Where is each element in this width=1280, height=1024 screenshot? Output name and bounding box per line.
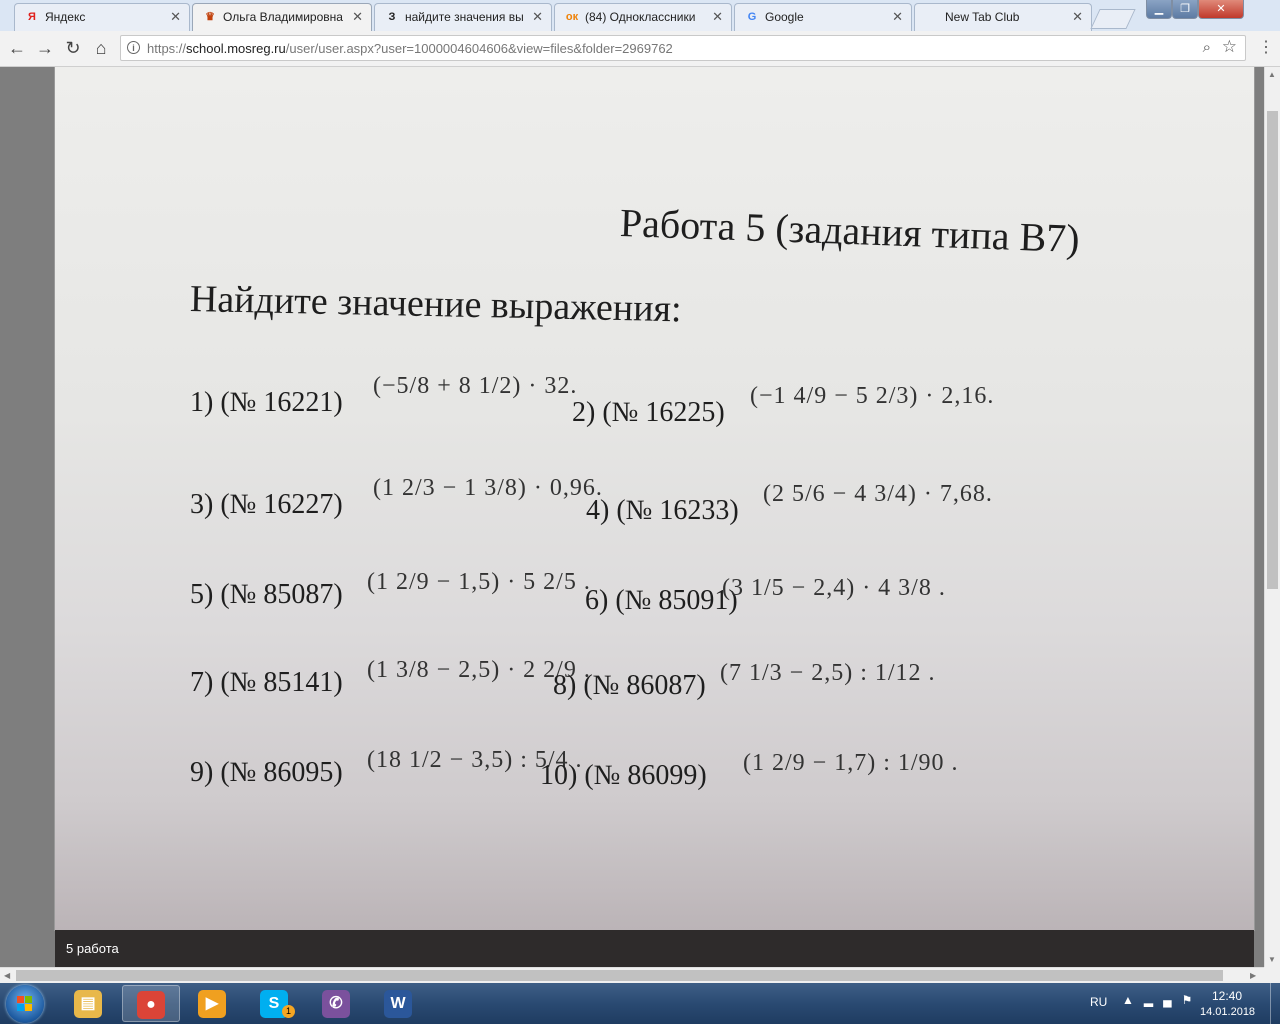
back-button[interactable] (6, 37, 28, 59)
problem-label: 5) (№ 85087) (190, 579, 343, 610)
scroll-up-icon[interactable]: ▲ (1268, 70, 1276, 79)
close-icon: ✕ (1216, 3, 1226, 15)
reload-button[interactable] (62, 37, 84, 59)
scroll-right-icon[interactable]: ▶ (1250, 971, 1257, 980)
worksheet-photo (55, 67, 1254, 930)
taskbar-word[interactable] (370, 985, 428, 1022)
home-button[interactable] (90, 37, 112, 59)
problem-expression: (−5/8 + 8 1/2) · 32. (373, 373, 578, 399)
tab-label: Google (765, 10, 804, 24)
url-host: school.mosreg.ru (186, 41, 286, 56)
tab-google[interactable] (734, 3, 912, 31)
restore-icon: ❐ (1180, 3, 1190, 15)
arrow-right-icon: → (36, 38, 54, 58)
tab-yandex[interactable] (14, 3, 190, 31)
show-hidden-icons-icon[interactable]: ▲ (1122, 993, 1144, 1007)
minimize-icon: ▁ (1154, 3, 1164, 15)
worksheet-instruction: Найдите значение выражения: (189, 278, 683, 331)
url-path: /user/user.aspx?user=1000004604606&view=files&folder=2969762 (285, 41, 673, 56)
problem-expression: (1 3/8 − 2,5) · 2 2/9 . (367, 657, 591, 683)
problem-expression: (−1 4/9 − 5 2/3) · 2,16. (750, 383, 995, 409)
reload-icon: ↻ (65, 38, 81, 58)
problem-label: 4) (№ 16233) (586, 495, 739, 526)
network-signal-icon[interactable]: ▂▄ (1143, 993, 1182, 1007)
bookmark-star-icon[interactable]: ☆ (1221, 37, 1237, 56)
vertical-scroll-thumb[interactable] (1267, 111, 1278, 589)
taskbar-chrome[interactable] (122, 985, 180, 1022)
problem-expression: (1 2/3 − 1 3/8) · 0,96. (373, 475, 603, 501)
arrow-left-icon: ← (8, 38, 26, 58)
problem-expression: (7 1/3 − 2,5) : 1/12 . (720, 660, 936, 686)
problem-label: 6) (№ 85091) (585, 585, 738, 616)
tab-label: Яндекс (45, 10, 86, 24)
problem-expression: (1 2/9 − 1,7) : 1/90 . (743, 750, 959, 776)
problem-label: 3) (№ 16227) (190, 489, 343, 520)
school-portal-icon: ♛ (205, 11, 215, 23)
tab-label: найдите значения вы (405, 10, 524, 24)
info-icon[interactable]: i (127, 41, 140, 54)
problem-label: 9) (№ 86095) (190, 757, 343, 788)
problem-expression: (2 5/6 − 4 3/4) · 7,68. (763, 481, 993, 507)
yandex-icon: Я (28, 11, 36, 23)
image-caption: 5 работа (66, 941, 119, 956)
forward-button[interactable] (34, 37, 56, 59)
restore-button[interactable] (1172, 0, 1198, 19)
image-caption-bar (55, 930, 1254, 967)
tab-label: (84) Одноклассники (585, 10, 696, 24)
problem-expression: (18 1/2 − 3,5) : 5/4 . (367, 747, 583, 773)
tab-odnoklassniki[interactable] (554, 3, 732, 31)
url-text (147, 41, 673, 56)
chrome-icon: ● (137, 991, 165, 1019)
viber-icon: ✆ (322, 990, 350, 1018)
vertical-scrollbar[interactable] (1264, 67, 1280, 967)
problem-label: 2) (№ 16225) (572, 397, 725, 428)
tab-label: Ольга Владимировна (223, 10, 343, 24)
horizontal-scrollbar[interactable] (0, 967, 1264, 983)
problem-label: 7) (№ 85141) (190, 667, 343, 698)
problem-label: 10) (№ 86099) (540, 760, 707, 791)
taskbar-explorer[interactable] (60, 985, 118, 1022)
url-scheme: https:// (147, 41, 187, 56)
folder-icon: ▤ (74, 990, 102, 1018)
tab-new-tab-club[interactable] (914, 3, 1092, 31)
zoom-icon[interactable]: ⌕ (1202, 39, 1211, 56)
taskbar-skype[interactable] (246, 985, 304, 1022)
worksheet-title: Работа 5 (задания типа B7) (619, 200, 1081, 262)
tray-icons (1122, 993, 1202, 1007)
close-window-button[interactable] (1198, 0, 1244, 19)
clock-date[interactable]: 14.01.2018 (1200, 1006, 1256, 1018)
scroll-corner (1264, 967, 1280, 983)
windows-logo-icon (17, 996, 33, 1012)
action-center-flag-icon[interactable]: ⚑ (1181, 993, 1203, 1007)
close-tab-icon[interactable]: ✕ (532, 9, 543, 24)
browser-toolbar (0, 31, 1280, 67)
close-tab-icon[interactable]: ✕ (170, 9, 181, 24)
scroll-left-icon[interactable]: ◀ (4, 971, 11, 980)
close-tab-icon[interactable]: ✕ (352, 9, 363, 24)
tab-school-portal[interactable] (192, 3, 372, 31)
problem-expression: (1 2/9 − 1,5) · 5 2/5 . (367, 569, 591, 595)
close-tab-icon[interactable]: ✕ (712, 9, 723, 24)
browser-menu-icon[interactable]: ⋮ (1258, 39, 1274, 56)
google-icon: G (747, 11, 757, 23)
close-tab-icon[interactable]: ✕ (1072, 9, 1083, 24)
word-icon: W (384, 990, 412, 1018)
odnoklassniki-icon: ок (565, 11, 579, 23)
start-button[interactable] (6, 985, 44, 1023)
media-player-icon: ▶ (198, 990, 226, 1018)
taskbar-media-player[interactable] (184, 985, 242, 1022)
tab-strip (0, 0, 1280, 31)
close-tab-icon[interactable]: ✕ (892, 9, 903, 24)
problem-label: 8) (№ 86087) (553, 670, 706, 701)
problem-label: 1) (№ 16221) (190, 387, 343, 418)
znanija-icon: З (388, 11, 396, 23)
show-desktop-button[interactable] (1270, 983, 1280, 1024)
skype-badge: 1 (282, 1005, 295, 1018)
taskbar (0, 983, 1280, 1024)
skype-icon: S (260, 990, 288, 1018)
problem-expression: (3 1/5 − 2,4) · 4 3/8 . (722, 575, 946, 601)
taskbar-viber[interactable] (308, 985, 366, 1022)
horizontal-scroll-thumb[interactable] (16, 970, 1223, 981)
language-indicator[interactable]: RU (1090, 995, 1108, 1009)
new-tab-button[interactable] (1090, 9, 1135, 29)
tab-znanija[interactable] (374, 3, 552, 31)
minimize-button[interactable] (1146, 0, 1172, 19)
home-icon: ⌂ (95, 38, 107, 58)
system-tray (1082, 983, 1280, 1024)
scroll-down-icon[interactable]: ▼ (1268, 955, 1276, 964)
address-bar[interactable] (120, 35, 1246, 61)
tab-label: New Tab Club (945, 10, 1020, 24)
page-viewport (0, 67, 1264, 967)
clock-time[interactable]: 12:40 (1212, 989, 1243, 1003)
